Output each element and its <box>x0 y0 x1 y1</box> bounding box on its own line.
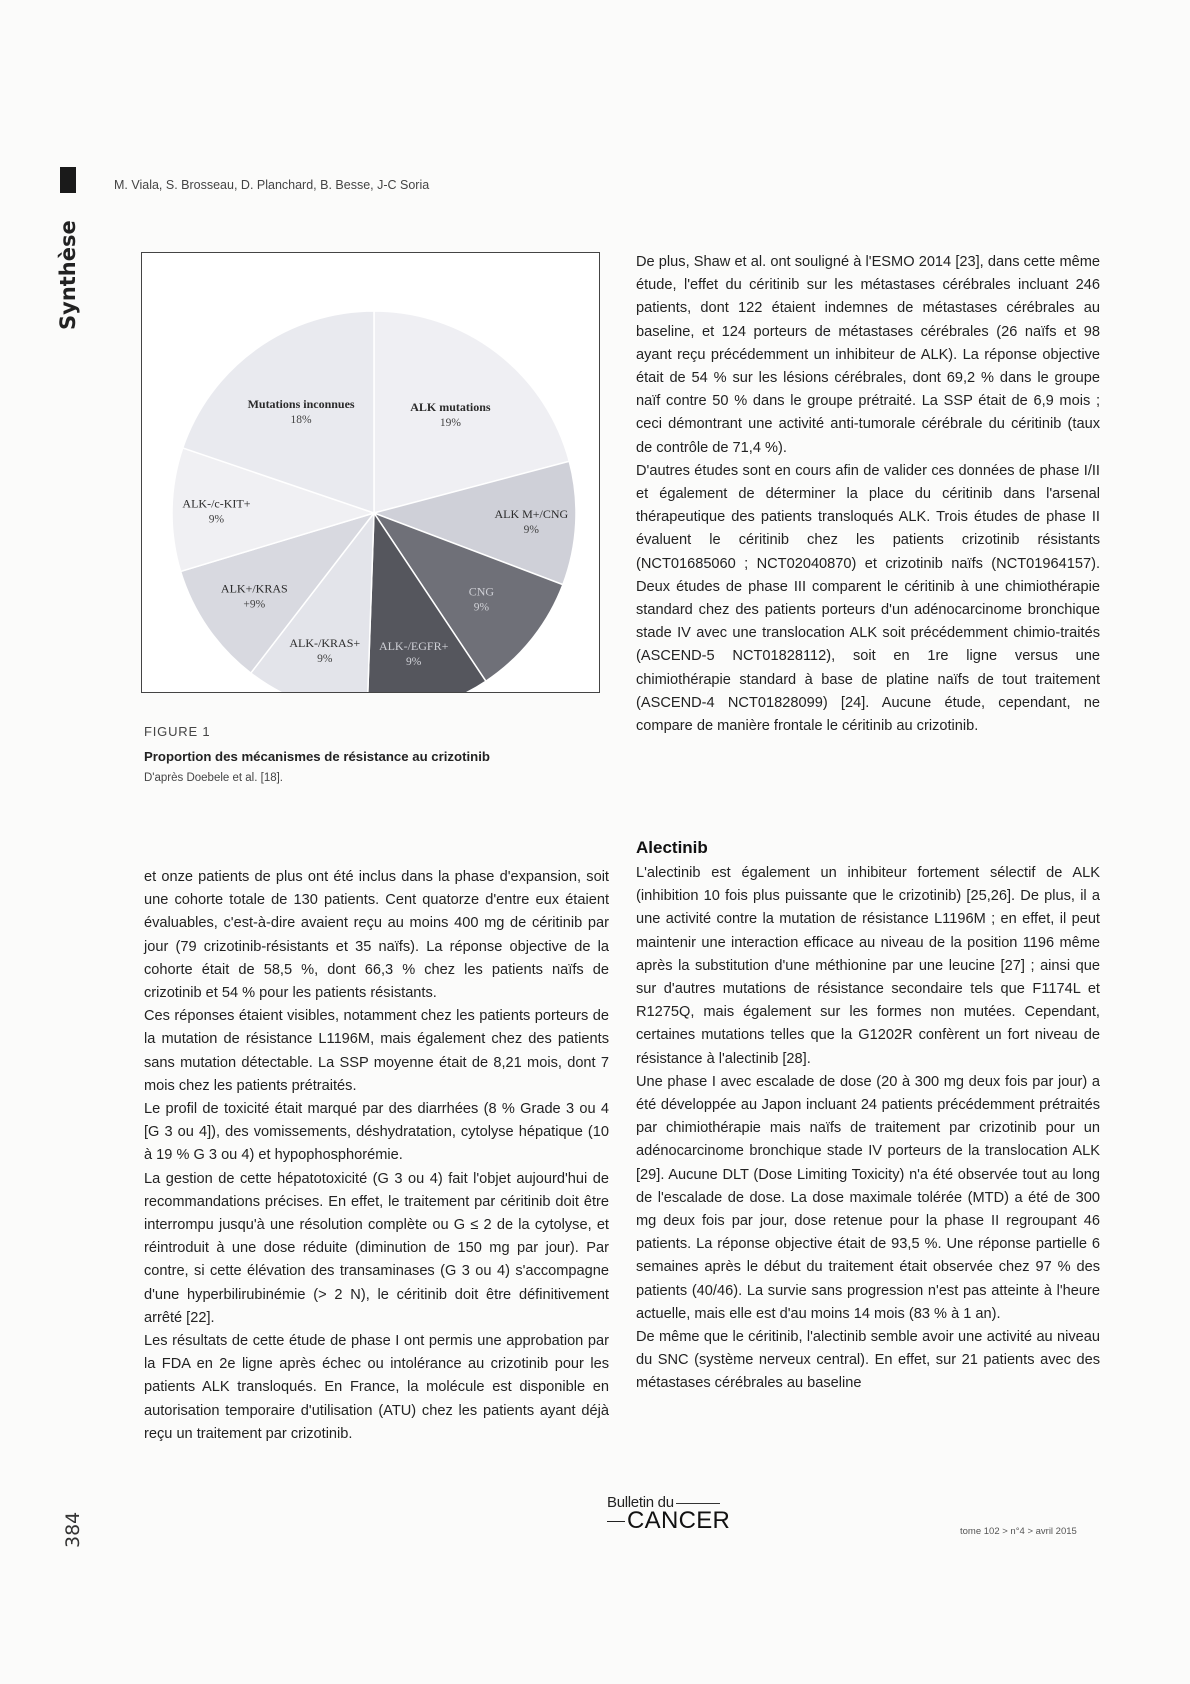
pie-label: ALK M+/CNG <box>494 507 569 522</box>
pie-label: ALK+/KRAS <box>220 581 288 596</box>
left-column <box>144 866 609 1446</box>
pie-value-label: 18% <box>290 414 312 427</box>
paragraph: De plus, Shaw et al. ont souligné à l'ESMO 2014 [23], dans cette même étude, l'effet du céritinib sur les métastases cérébrales incluant 246 patients, dont 122 étaient indemnes de métastases cérébrales au baseline, et 124 porteurs de métastases cérébrales (26 naïfs et 98 ayant reçu précédemment un inhibiteur de ALK). La réponse objective était de 54 % sur les lésions cérébrales, dont 69,2 % dans le groupe naïf contre 50 % dans le groupe prétraité. La SSP était de 6,9 mois ; ceci démontrant une activité anti-tumorale cérébrale du céritinib (taux de contrôle de 71,4 %). <box>636 254 1100 456</box>
paragraph: Une phase I avec escalade de dose (20 à 300 mg deux fois par jour) a été développée au Japon incluant 24 patients précédemment prétraités par chimiothérapie mais naïfs de traitement par crizotinib pour un adénocarcinome bronchique stade IV porteurs de la translocation ALK [29]. Aucune DLT (Dose Limiting Toxicity) n'a été observée tout au long de l'escalade de dose. La dose maximale tolérée (MTD) a été de 300 mg deux fois par jour, dose retenue pour la phase II regroupant 46 patients. La réponse objective était de 93,5 %. Une réponse partielle 6 semaines après le début du traitement était observée chez 97 % des patients (40/46). La survie sans progression n'est pas atteinte à l'heure actuelle, mais elle est d'au moins 14 mois (83 % à 1 an). <box>636 1073 1100 1322</box>
paragraph: Les résultats de cette étude de phase I ont permis une approbation par la FDA en 2e ligne après échec ou intolérance au crizotinib pour les patients ALK transloqués. En France, la molécule est disponible en autorisation temporaire d'utilisation (ATU) chez les patients ayant déjà reçu un traitement par crizotinib. <box>144 1333 609 1442</box>
paragraph: Le profil de toxicité était marqué par des diarrhées (8 % Grade 3 ou 4 [G 3 ou 4]), des vomissements, déshydratation, cytolyse hépatique (10 à 19 % G 3 ou 4) et hypophosphorémie. <box>144 1101 609 1164</box>
pie-label: ALK-/KRAS+ <box>289 635 361 650</box>
journal-logo <box>607 1494 747 1544</box>
section-label: Synthèse <box>56 220 80 330</box>
paragraph: De même que le céritinib, l'alectinib semble avoir une activité au niveau du SNC (système nerveux central). En effet, sur 21 patients avec des métastases cérébrales au baseline <box>636 1329 1100 1392</box>
paragraph: Ces réponses étaient visibles, notamment chez les patients porteurs de la mutation de résistance L1196M, mais également chez des patients sans mutation détectable. La SSP moyenne était de 8,21 mois, dont 7 mois chez les patients prétraités. <box>144 1008 609 1094</box>
journal-name-line2: CANCER <box>607 1507 747 1535</box>
pie-value-label: 9% <box>523 524 540 537</box>
figure-title: Proportion des mécanismes de résistance au crizotinib <box>144 749 490 764</box>
pie-value-label: 9% <box>208 513 225 526</box>
figure-1-pie-chart <box>141 252 600 693</box>
paragraph: D'autres études sont en cours afin de valider ces données de phase I/II et également de déterminer la place du céritinib dans l'arsenal thérapeutique des patients transloqués ALK. Trois études de phase II évaluent le céritinib chez les patients crizotinib résistants (NCT01685060 ; NCT02040870) et crizotinib naïfs (NCT01964157). Deux études de phase III comparent le céritinib à une chimiothérapie standard chez des patients porteurs d'un adénocarcinome bronchique stade IV avec une translocation ALK soit précédemment chimio-traités (ASCEND-5 NCT01828112), soit en 1re ligne versus une chimiothérapie standard à base de platine naïfs de tout traitement (ASCEND-4 NCT01828099) [24]. Aucune étude, cependant, ne compare de manière frontale le céritinib au crizotinib. <box>636 462 1100 735</box>
paragraph: La gestion de cette hépatotoxicité (G 3 ou 4) fait l'objet aujourd'hui de recommandations précises. En effet, le traitement par céritinib doit être interrompu jusqu'à une résolution complète ou G ≤ 2 de la cytolyse, et réintroduit à une dose réduite (diminution de 150 mg par jour). Par contre, si cette élévation des transaminases (G 3 ou 4) s'accompagne d'une hyperbilirubinémie (> 2 N), le céritinib doit être définitivement arrêté [22]. <box>144 1170 609 1326</box>
pie-value-label: +9% <box>243 598 266 611</box>
pie-label: ALK mutations <box>410 399 491 414</box>
section-marker <box>60 167 76 193</box>
issue-info: tome 102 > n°4 > avril 2015 <box>960 1526 1077 1537</box>
pie-label: ALK-/c-KIT+ <box>182 496 251 511</box>
right-column-bottom <box>636 862 1100 1396</box>
pie-label: Mutations inconnues <box>247 397 355 412</box>
authors-header: M. Viala, S. Brosseau, D. Planchard, B. Besse, J-C Soria <box>114 178 430 192</box>
section-heading-alectinib: Alectinib <box>636 838 708 857</box>
journal-name-line1: Bulletin du <box>607 1494 747 1511</box>
pie-label: CNG <box>468 584 495 599</box>
pie-value-label: 9% <box>317 652 333 665</box>
figure-label: FIGURE 1 <box>144 724 211 739</box>
pie-chart-svg <box>142 253 599 692</box>
paragraph: L'alectinib est également un inhibiteur fortement sélectif de ALK (inhibition 10 fois plus puissante que le crizotinib) [25,26]. De plus, il a une activité contre la mutation de résistance L1196M ; en effet, il peut maintenir une interaction efficace au niveau de la position 1196 même après la substitution d'une méthionine par une leucine [27] ; ainsi que sur d'autres mutations de résistance secondaire tels que F1174L et R1275Q, mais également sur les formes non mutées. Cependant, certaines mutations telles que la G1202R confèrent un fort niveau de résistance à l'alectinib [28]. <box>636 865 1100 1067</box>
pie-value-label: 9% <box>405 655 422 668</box>
pie-value-label: 9% <box>473 601 490 614</box>
paragraph: et onze patients de plus ont été inclus dans la phase d'expansion, soit une cohorte totale de 130 patients. Cent quatorze d'entre eux étaient évaluables, c'est-à-dire avaient reçu au moins 400 mg de céritinib par jour (79 crizotinib-résistants et 35 naïfs). La réponse objective de la cohorte était de 58,5 %, dont 66,3 % chez les patients naïfs de crizotinib et 54 % pour les patients résistants. <box>144 869 609 1002</box>
pie-label: ALK-/EGFR+ <box>378 638 449 653</box>
figure-source: D'après Doebele et al. [18]. <box>144 772 283 784</box>
right-column-top <box>636 251 1100 738</box>
pie-value-label: 19% <box>439 416 461 429</box>
page-number: 384 <box>62 1511 84 1549</box>
